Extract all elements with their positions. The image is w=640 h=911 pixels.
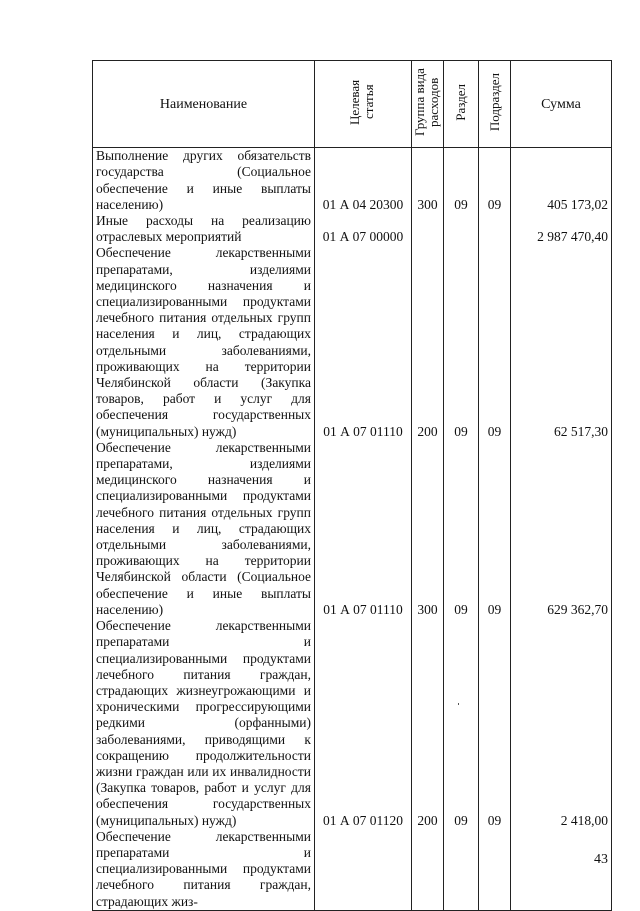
row-subsection: 09 [479,440,511,618]
row-section [444,829,479,911]
row-subsection: 09 [479,618,511,829]
row-group: 300 [412,440,444,618]
row-code: 01 А 07 01110 [315,245,412,439]
row-name: Иные расходы на реализацию отраслевых мероприятий [93,213,315,245]
row-sum: 2 987 470,40 [511,213,612,245]
row-group [412,829,444,911]
header-name-text: Наименование [159,96,248,112]
row-name: Обеспечение лекарственными препаратами, изделиями медицинского назначения и специализированными продуктами лечебного питания отдельных групп населения и лиц, страдающих отдельными заболеваниями, проживающих на территории Челябинской области (Закупка товаров, работ и услуг для обеспечения государственных (муниципальных) нужд) [93,245,315,439]
table-row [93,245,612,439]
row-sum [511,829,612,911]
row-name: Выполнение других обязательств государства (Социальное обеспечение и иные выплаты населению) [93,148,315,213]
row-sum: 2 418,00 [511,618,612,829]
row-code [315,829,412,911]
row-name: Обеспечение лекарственными препаратами и специализированными продуктами лечебного питания граждан, страдающих жиз- [93,829,315,911]
row-section: 09 [444,245,479,439]
row-code: 01 А 04 20300 [315,148,412,213]
row-section: 09 [444,440,479,618]
header-sum-text: Сумма [541,96,581,112]
row-name: Обеспечение лекарственными препаратами, изделиями медицинского назначения и специализированными продуктами лечебного питания отдельных групп населения и лиц, страдающих отдельными заболеваниями, проживающих на территории Челябинской области (Социальное обеспечение и иные выплаты населению) [93,440,315,618]
row-group: 200 [412,618,444,829]
header-name [93,61,315,148]
header-sum [511,61,612,148]
row-sum: 62 517,30 [511,245,612,439]
row-sum: 405 173,02 [511,148,612,213]
row-subsection [479,829,511,911]
table-row [93,440,612,618]
row-subsection: 09 [479,148,511,213]
row-code: 01 А 07 01120 [315,618,412,829]
row-group [412,213,444,245]
header-group [412,61,444,148]
row-subsection [479,213,511,245]
row-name: Обеспечение лекарственными препаратами и специализированными продуктами лечебного питания граждан, страдающих жизнеугрожающими и хроническими прогрессирующими редкими (орфанными) заболеваниями, приводящими к сокращению продолжительности жизни граждан или их инвалидности (Закупка товаров, работ и услуг для обеспечения государственных (муниципальных) нужд) [93,618,315,829]
header-code-text: Целевая статья [347,79,376,125]
row-code: 01 А 07 00000 [315,213,412,245]
row-sum: 629 362,70 [511,440,612,618]
budget-table [92,60,612,911]
table-row [93,829,612,911]
row-code: 01 А 07 01110 [315,440,412,618]
header-subsection-text: Подраздел [486,72,502,132]
header-subsection [479,61,511,148]
row-group: 200 [412,245,444,439]
row-subsection: 09 [479,245,511,439]
header-section-text: Раздел [453,83,468,121]
header-code [315,61,412,148]
row-section: 09 [444,148,479,213]
row-group: 300 [412,148,444,213]
scan-speck [458,703,459,705]
page-number: 43 [594,852,608,867]
row-section: 09 [444,618,479,829]
header-group-text: Группа вида расходов [411,68,441,136]
table-row [93,618,612,829]
header-row [93,61,612,148]
row-section [444,213,479,245]
header-section [444,61,479,148]
table-row [93,213,612,245]
table-row [93,148,612,213]
